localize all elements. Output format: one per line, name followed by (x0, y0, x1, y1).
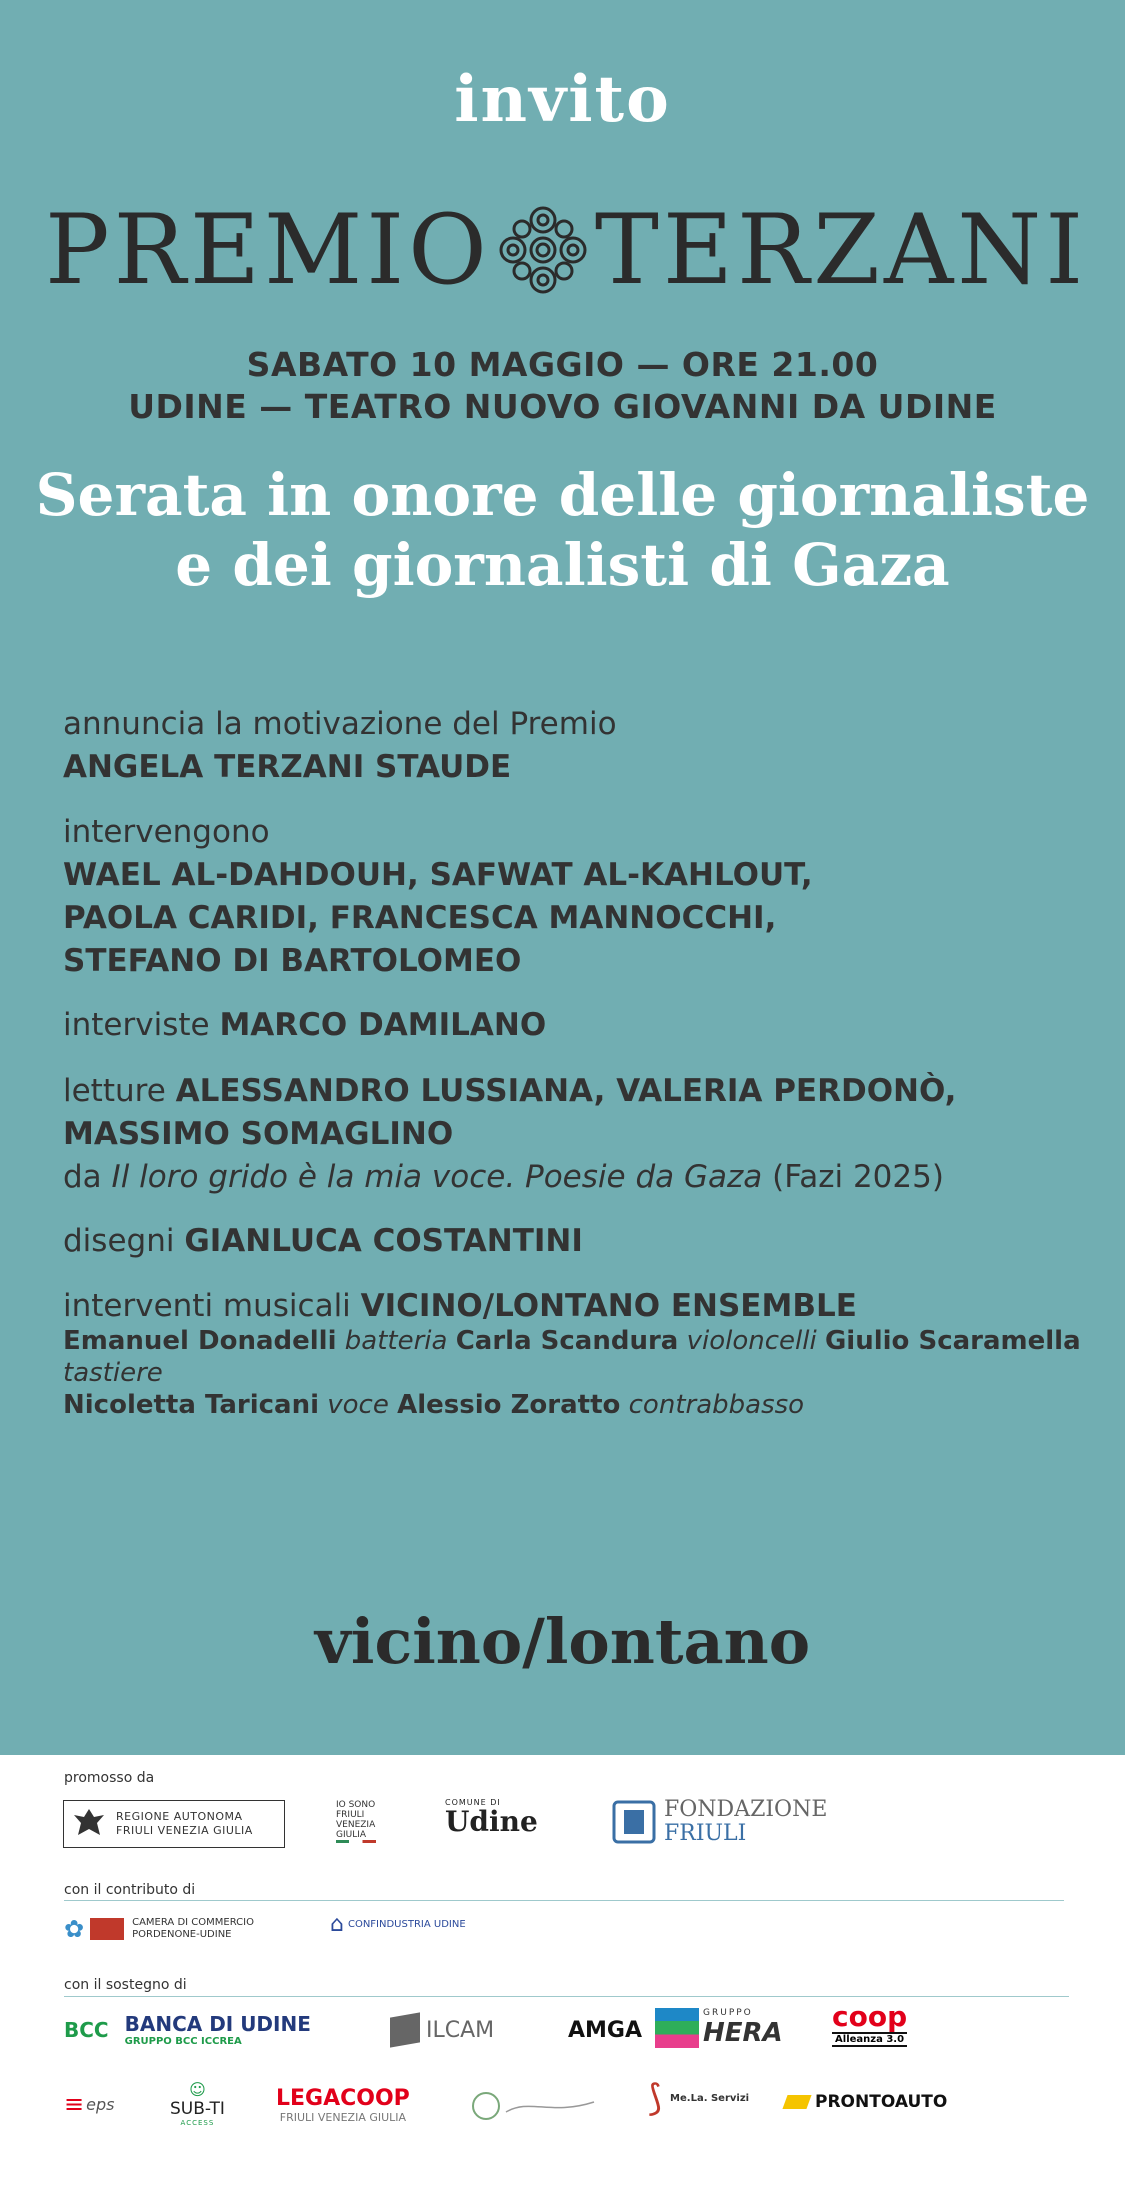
speakers-line-3: STEFANO DI BARTOLOMEO (63, 943, 522, 979)
interviews-name: MARCO DAMILANO (219, 1007, 547, 1043)
speakers-intro: intervengono (63, 814, 270, 850)
coop-sub: Alleanza 3.0 (832, 2032, 907, 2047)
io-sono-fvg-logo (336, 1800, 376, 1843)
speakers-line-2: PAOLA CARIDI, FRANCESCA MANNOCCHI, (63, 900, 777, 936)
speakers-line-1: WAEL AL-DAHDOUH, SAFWAT AL-KAHLOUT, (63, 857, 813, 893)
legacoop-sub: FRIULI VENEZIA GIULIA (279, 2111, 407, 2124)
comune-udine-logo (445, 1798, 538, 1837)
readings-source-prefix: da (63, 1159, 102, 1195)
iosono-line: IO SONO (336, 1800, 376, 1810)
readings-names-2: MASSIMO SOMAGLINO (63, 1116, 454, 1152)
region-line-2: FRIULI VENEZIA GIULIA (116, 1824, 253, 1837)
musician-role: voce (327, 1390, 389, 1420)
flag-stripe-icon (336, 1840, 376, 1843)
drawings-intro: disegni (63, 1223, 175, 1259)
region-fvg-logo (63, 1800, 285, 1848)
iosono-line: VENEZIA (336, 1820, 376, 1830)
motivation-intro: annuncia la motivazione del Premio (63, 706, 617, 742)
amga-logo: AMGA (568, 2018, 643, 2043)
iosono-line: GIULIA (336, 1830, 367, 1840)
fondazione-emblem-icon (612, 1800, 656, 1844)
musician-name: Giulio Scaramella (824, 1326, 1081, 1356)
music-name: VICINO/LONTANO ENSEMBLE (360, 1288, 857, 1324)
flower-icon: ✿ (64, 1915, 85, 1943)
program-speakers (63, 811, 1093, 983)
section-divider (64, 1996, 1069, 1997)
motivation-name: ANGELA TERZANI STAUDE (63, 749, 512, 785)
musician-role: batteria (344, 1326, 448, 1356)
readings-source-title: Il loro grido è la mia voce. Poesie da Gaza (111, 1159, 763, 1195)
coop-logo (832, 2002, 907, 2047)
comune-name: Udine (445, 1805, 538, 1838)
camera-line-1: CAMERA DI COMMERCIO (132, 1917, 254, 1928)
camera-commercio-logo (64, 1915, 254, 1943)
eagle-icon (70, 1805, 108, 1843)
cube-icon (390, 2012, 420, 2047)
hera-group: GRUPPO (703, 2008, 753, 2018)
ilcam-label: ILCAM (426, 2017, 495, 2043)
musician-name: Nicoletta Taricani (63, 1390, 319, 1420)
musicians-list (63, 1325, 1093, 1421)
subti-name: SUB-TI (170, 2099, 225, 2119)
section-divider (64, 1900, 1064, 1901)
contribution-label: con il contributo di (64, 1882, 196, 1898)
ilcam-logo (390, 2015, 494, 2045)
flame-icon: ⟆ (648, 2078, 663, 2119)
mela-label: Me.La. Servizi (670, 2093, 750, 2104)
legacoop-logo (276, 2086, 410, 2124)
subti-sub: ACCESS (180, 2119, 215, 2127)
musician-role: contrabbasso (628, 1390, 805, 1420)
spiral-emblem-icon (491, 198, 595, 302)
bcc-banca-udine-logo (64, 2012, 311, 2047)
legacoop-name: LEGACOOP (276, 2086, 410, 2111)
hera-waves-icon (655, 2008, 699, 2048)
fondazione-line-2: FRIULI (664, 1821, 747, 1846)
eps-logo (64, 2090, 114, 2118)
event-title (45, 194, 1088, 306)
prontoauto-label: PRONTOAUTO (815, 2092, 948, 2112)
iosono-line: FRIULI (336, 1810, 365, 1820)
hera-logo (655, 2008, 783, 2048)
coop-name: coop (832, 2000, 908, 2033)
hera-name: HERA (703, 2018, 783, 2048)
flag-icon (90, 1918, 124, 1940)
subtitle-line-2: e dei giornalisti di Gaza (175, 531, 950, 599)
musician-role: violoncelli (686, 1326, 817, 1356)
fondazione-friuli-logo (612, 1798, 827, 1846)
readings-intro: letture (63, 1073, 166, 1109)
subtitle-line-1: Serata in onore delle giornaliste (35, 461, 1090, 529)
interviews-intro: interviste (63, 1007, 210, 1043)
camera-line-2: PORDENONE-UDINE (132, 1929, 232, 1940)
musician-name: Carla Scandura (455, 1326, 679, 1356)
eps-mark-icon: ≡ (64, 2090, 85, 2118)
comune-small-label: COMUNE DI (445, 1798, 501, 1807)
promoted-label: promosso da (64, 1770, 155, 1786)
banca-name: BANCA DI UDINE (124, 2012, 311, 2036)
support-label: con il sostegno di (64, 1977, 187, 1993)
prontoauto-logo (785, 2092, 947, 2112)
prontoauto-mark-icon (782, 2095, 811, 2109)
bcc-mark: BCC (64, 2017, 109, 2042)
musician-role: tastiere (63, 1358, 163, 1388)
banca-group: GRUPPO BCC ICCREA (124, 2036, 242, 2047)
program-interviews (63, 1004, 1093, 1047)
confindustria-label: CONFINDUSTRIA UDINE (347, 1919, 466, 1930)
program-drawings (63, 1220, 1093, 1263)
drawings-name: GIANLUCA COSTANTINI (184, 1223, 583, 1259)
eps-label: eps (86, 2094, 115, 2114)
confindustria-logo (330, 1912, 466, 1937)
music-intro: interventi musicali (63, 1288, 351, 1324)
title-premio: PREMIO (45, 194, 491, 306)
musician-name: Alessio Zoratto (397, 1390, 621, 1420)
readings-source-suffix: (Fazi 2025) (772, 1159, 944, 1195)
mela-servizi-logo (648, 2078, 749, 2119)
readings-names-1: ALESSANDRO LUSSIANA, VALERIA PERDONÒ, (175, 1073, 957, 1109)
fondazione-line-1: FONDAZIONE (664, 1797, 828, 1822)
program-motivation (63, 703, 1093, 789)
invito-heading: invito (454, 62, 671, 137)
program-music (63, 1285, 1093, 1328)
event-location: UDINE — TEATRO NUOVO GIOVANNI DA UDINE (128, 387, 997, 426)
smile-icon: ☺ (189, 2080, 206, 2099)
farmacia-logo (470, 2090, 600, 2122)
musician-name: Emanuel Donadelli (63, 1326, 337, 1356)
region-line-1: REGIONE AUTONOMA (116, 1810, 243, 1823)
columns-icon: ⌂ (330, 1912, 344, 1937)
subti-logo (170, 2080, 225, 2127)
vicino-lontano-logo: vicino/lontano (314, 1605, 811, 1678)
title-terzani: TERZANI (594, 194, 1088, 306)
event-date-time: SABATO 10 MAGGIO — ORE 21.00 (246, 345, 879, 384)
program-readings (63, 1070, 1093, 1199)
